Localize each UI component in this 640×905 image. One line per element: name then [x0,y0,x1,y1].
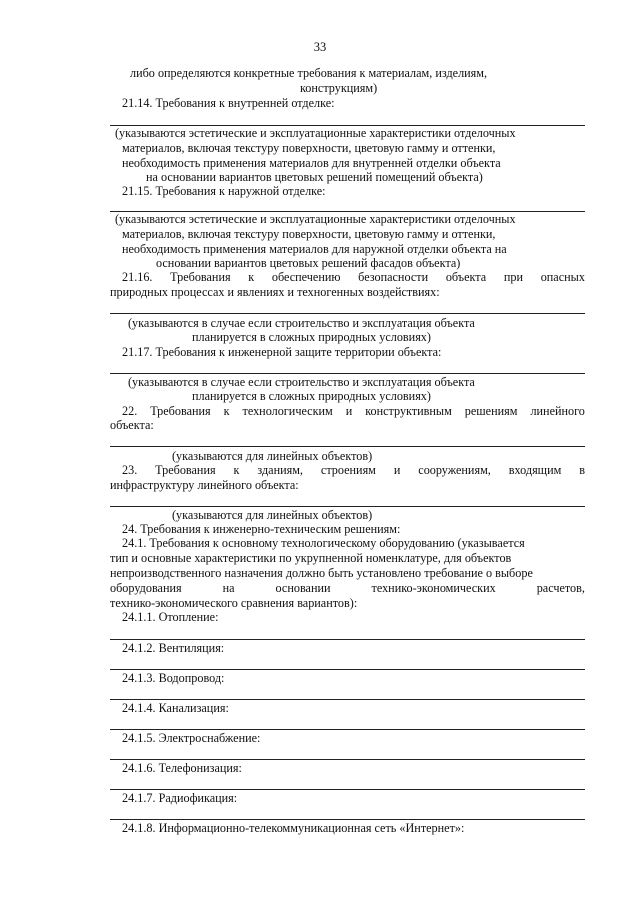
text-line: объекта: [110,418,154,432]
word: 21.16. [122,270,153,284]
word: объекта [445,270,487,284]
fill-in-line [110,669,585,670]
word: к [233,463,240,477]
note-line: необходимость применения материалов для внутренней отделки объекта [122,156,501,170]
text-line: конструкциям) [300,81,378,95]
heading-21-17: 21.17. Требования к инженерной защите территории объекта: [122,345,442,359]
word: расчетов, [536,581,585,595]
word: 22. [122,404,138,418]
word: Требования [150,404,211,418]
fill-in-line [110,759,585,760]
word: безопасности [358,270,429,284]
word: и [393,463,401,477]
text-line: либо определяются конкретные требования к материалам, изделиям, [130,66,488,80]
note-line: основании вариантов цветовых решений фасадов объекта) [156,256,461,270]
item-heating: 24.1.1. Отопление: [122,610,219,624]
word: строениям [320,463,376,477]
note-line: на основании вариантов цветовых решений помещений объекта) [146,170,483,184]
word: к [248,270,255,284]
note-line: материалов, включая текстуру поверхности, цветовую гамму и оттенки, [122,227,496,241]
item-water-supply: 24.1.3. Водопровод: [122,671,225,685]
word: конструктивным [365,404,452,418]
note-line: (указываются для линейных объектов) [172,449,373,463]
fill-in-line [110,639,585,640]
note-line: (указываются эстетические и эксплуатационные характеристики отделочных [115,212,516,226]
item-power-supply: 24.1.5. Электроснабжение: [122,731,261,745]
note-line: планируется в сложных природных условиях) [192,330,431,344]
text-line-justified [110,581,585,595]
heading-22 [122,404,585,418]
fill-in-line [110,789,585,790]
heading-24: 24. Требования к инженерно-техническим решениям: [122,522,401,536]
note-line: (указываются эстетические и эксплуатационные характеристики отделочных [115,126,516,140]
word: линейного [530,404,585,418]
heading-21-15: 21.15. Требования к наружной отделке: [122,184,326,198]
word: обеспечению [271,270,341,284]
word: технико-экономических [371,581,496,595]
fill-in-line [110,699,585,700]
word: в [579,463,585,477]
word: опасных [540,270,585,284]
word: и [345,404,353,418]
note-line: планируется в сложных природных условиях) [192,389,431,403]
fill-in-line [110,506,585,507]
text-line: технико-экономического сравнения вариантов): [110,596,358,610]
item-radio: 24.1.7. Радиофикация: [122,791,238,805]
word: зданиям, [257,463,303,477]
heading-21-16 [122,270,585,284]
item-telephony: 24.1.6. Телефонизация: [122,761,242,775]
heading-24-1: 24.1. Требования к основному технологическому оборудованию (указывается [122,536,525,550]
fill-in-line [110,373,585,374]
fill-in-line [110,313,585,314]
text-line: непроизводственного назначения должно быть установлено требование о выборе [110,566,533,580]
text-line: природных процессах и явлениях и техногенных воздействиях: [110,285,440,299]
page-number: 33 [313,40,327,54]
note-line: материалов, включая текстуру поверхности, цветовую гамму и оттенки, [122,141,496,155]
word: к [223,404,230,418]
note-line: необходимость применения материалов для наружной отделки объекта на [122,242,507,256]
text-line: инфраструктуру линейного объекта: [110,478,299,492]
fill-in-line [110,819,585,820]
fill-in-line [110,729,585,730]
word: сооружениям, [418,463,491,477]
fill-in-line [110,446,585,447]
note-line: (указываются в случае если строительство и эксплуатация объекта [128,316,475,330]
word: 23. [122,463,138,477]
heading-23 [122,463,585,477]
word: при [503,270,523,284]
item-internet: 24.1.8. Информационно-телекоммуникационная сеть «Интернет»: [122,821,465,835]
word: Требования [155,463,216,477]
item-ventilation: 24.1.2. Вентиляция: [122,641,225,655]
word: Требования [170,270,231,284]
text-line: тип и основные характеристики по укрупненной номенклатуре, для объектов [110,551,512,565]
word: решениям [464,404,518,418]
word: оборудования [110,581,182,595]
word: основании [275,581,331,595]
word: технологическим [242,404,333,418]
note-line: (указываются для линейных объектов) [172,508,373,522]
heading-21-14: 21.14. Требования к внутренней отделке: [122,96,335,110]
word: входящим [508,463,562,477]
word: на [222,581,235,595]
note-line: (указываются в случае если строительство и эксплуатация объекта [128,375,475,389]
item-sewerage: 24.1.4. Канализация: [122,701,229,715]
